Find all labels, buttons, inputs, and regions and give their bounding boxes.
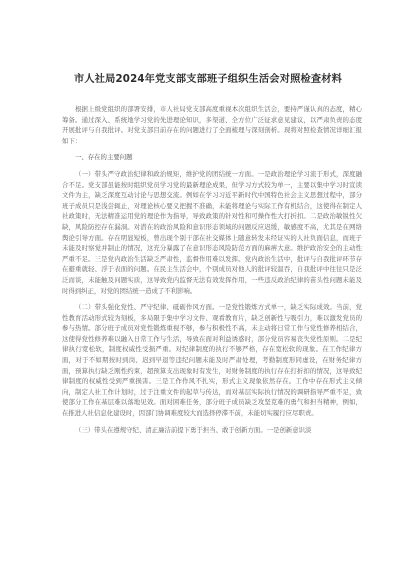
subsection-2 <box>62 302 362 419</box>
intro-paragraph: 根据上级党组织的部署安排，市人社局党支部高度重视本次组织生活会，要持严谨认真的态度，精心筹备。通过深入、系统地学习党的先进理论知识，多渠道、全方位广泛征求意见建议，以严肃负责的态度开展批评与自我批评。对党支部目前存在的问题进行了全面梳理与深刻剖析。现将对照检查情况详细汇报如下： <box>62 105 362 145</box>
section-heading: 一、存在的主要问题 <box>75 153 133 162</box>
subsection-1 <box>62 169 362 296</box>
document-title: 市人社局2024年党支部支部班子组织生活会对照检查材料 <box>73 74 343 85</box>
subsection-3-heading: （三）带头在遵规守纪、清正廉洁前提下勇于担当、敢于创新方面。 <box>75 425 267 434</box>
subsection-1-body: 一是政治理论学习流于形式，深度融合不足。党支部虽能按时组织党员学习党的最新理论成果，但学习方式较为单一，主要以集中学习时宣读文件为主，缺乏深度互动讨论与思想交流。例如在学习习近平新时代中国特色社会主义思想过程中，部分班子成员只是浅尝辄止，对理论核心要义把握不准确，未能将理论与实际工作有机结合，这使得在制定人社政策时，无法精准运用党的理论作为指导，导致政策的针对性和可操作性大打折扣。二是政治敏锐性欠缺，风险防控存在漏洞。对潜在的政治风险和意识形态领域的问题反应迟缓，敏感度不高，尤其是在网络舆论引导方面。存在明显短板，曾出现个别干部在社交媒体上随意转发未经证实的人社负面信息，而班子未能及时察觉并制止的情况，这充分暴露了在意识形态风险防范方面的麻痹大意。维护政治安全的主动性严重不足。三是党内政治生活缺乏严肃性，监督作用难以发挥。党内政治生活中，批评与自我批评环节存在避重就轻、浮于表面的问题。在民主生活会中，个别成员对他人的批评较温吞，自我批评中往往只是泛泛而谈，未能触及问题实质，这导致党内监督无法有效发挥作用，一些违反政治纪律的苗头性问题未能及时得到纠正，对党的团结统一造成了不利影响。 <box>62 169 363 295</box>
subsection-1-heading: （一）带头严守政治纪律和政治规矩，维护党的团结统一方面。 <box>75 169 258 178</box>
subsection-3 <box>62 425 362 436</box>
subsection-2-heading: （二）带头强化党性、严守纪律、砥砺作风方面。 <box>75 303 219 312</box>
subsection-3-body: 一是创新意识淡 <box>266 425 312 434</box>
subsection-2-body: 一是党性锻炼方式单一，缺乏实际成效。当前，党性教育活动形式较为刻板，多局限于集中学习文件、观看教育片，缺乏创新性与吸引力，难以激发党员的参与热情。部分班子成员对党性锻炼重视不够，参与积极性不高，未主动将日常工作与党性修养相结合，这使得党性修养难以融入日常工作与生活，导致在面对利益诱惑时，部分党员容易丧失党性原则。二是纪律执行宽松软，制度权威性受损严重。对纪律制度的执行不够严格，存在宽松软的现象。在工作纪律方面，对于不如期按时到岗、迟到早退等违纪问题未能及时严肃处理，考勤制度形同虚设，在财务纪律方面，预算执行缺乏刚性约束，超预算支出现象时有发生，对财务制度的执行存在打折扣的情况，这导致纪律制度的权威性受到严重损害。三是工作作风不扎实，形式主义现象依然存在。工作中存在形式主义倾向，制定人社工作计划时，过于注重文件的起草与传达，而对基层实际执行情况的调研指导严重不足，致使部分工作在基层难以落地见效。面对困难任务，部分班子成员缺乏攻坚克难的勇气和担当精神，例如，在推进人社信息化建设时，因部门协调难度较大而选择停滞不前，未能切实履行应尽职责。 <box>62 303 363 418</box>
